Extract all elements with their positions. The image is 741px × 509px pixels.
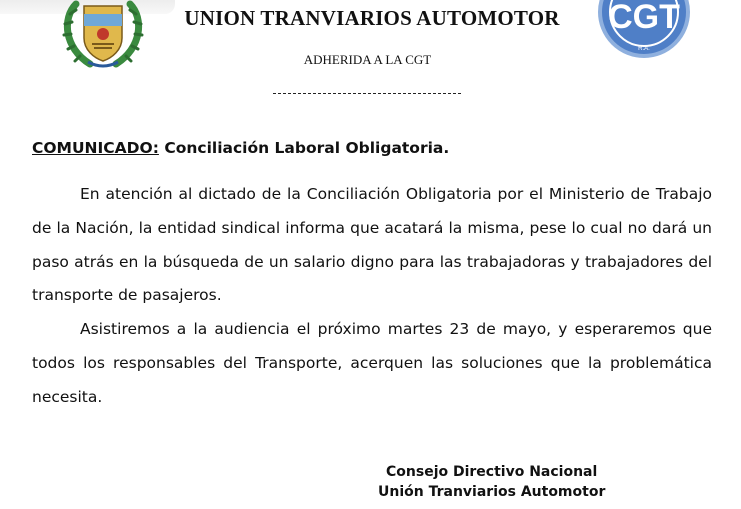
signature-line-1: Consejo Directivo Nacional bbox=[386, 464, 598, 480]
cgt-logo bbox=[598, 0, 690, 60]
signature-block bbox=[378, 462, 605, 502]
communique-title: Conciliación Laboral Obligatoria. bbox=[164, 139, 450, 157]
communique-label: COMUNICADO: bbox=[32, 139, 159, 157]
communique-paragraph-1: En atención al dictado de la Conciliación Obligatoria por el Ministerio de Trabajo de la Nación, la entidad sindical informa que acatará la misma, pese lo cual no dará un paso atrás en la búsqueda de un salario digno para las trabajadoras y trabajadores del transporte de pasajeros. bbox=[32, 185, 712, 305]
cgt-logo-text: CGT bbox=[608, 0, 680, 36]
communique-body bbox=[32, 178, 712, 415]
organization-name: UNION TRANVIARIOS AUTOMOTOR bbox=[184, 6, 560, 30]
communique-heading bbox=[32, 139, 449, 157]
communique-paragraph-2: Asistiremos a la audiencia el próximo martes 23 de mayo, y esperaremos que todos los responsables del Transporte, acerquen las soluciones que la problemática necesita. bbox=[32, 320, 712, 406]
header-divider bbox=[273, 93, 461, 94]
signature-line-2: Unión Tranviarios Automotor bbox=[378, 484, 606, 500]
affiliation-subtitle: ADHERIDA A LA CGT bbox=[303, 52, 432, 67]
uta-logo bbox=[58, 0, 148, 68]
cgt-logo-caption: R.A. bbox=[638, 46, 650, 52]
